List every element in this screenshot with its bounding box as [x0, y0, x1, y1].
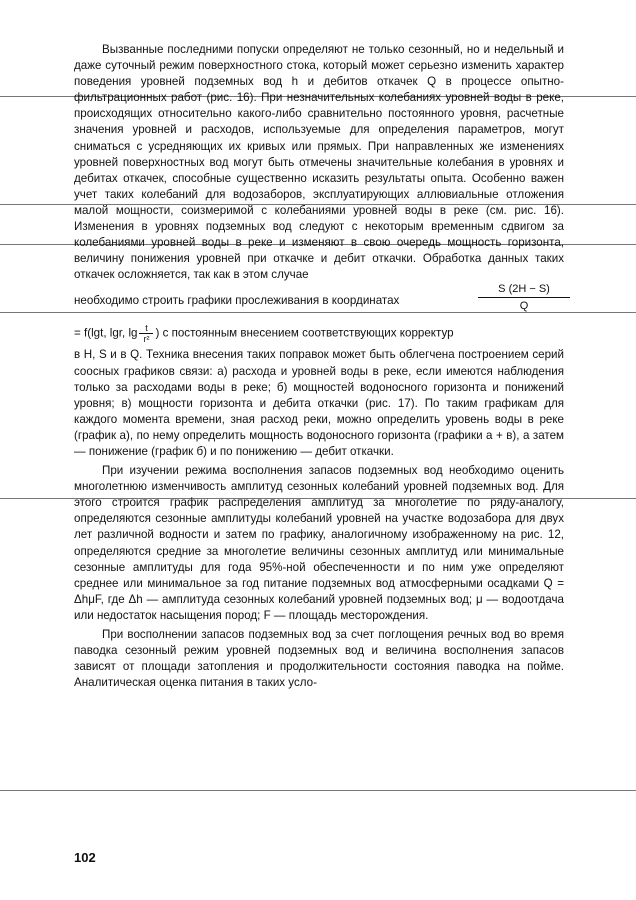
fraction-denominator: Q	[519, 300, 529, 313]
fraction-numerator: S (2H − S)	[498, 283, 550, 296]
page-body	[74, 42, 564, 691]
formula-suffix: ) с постоянным внесением соответствующих корректур	[155, 326, 454, 340]
paragraph-2: в H, S и в Q. Техника внесения таких поправок может быть облегчена построением серий соосных графиков связи: а) расхода и уровней воды в реке, если имеются наблюдения только за расходами воды в реке; б) мощностей водоносного горизонта и понижений уровня; в) мощности горизонта и дебита откачки (рис. 17). По таким графикам для каждого момента времени, зная расход реки, можно определить уровень воды в реке (график а), по нему определить мощность водоносного горизонта (графики а + в), а затем — понижение (график б) и по понижению — дебит откачки.	[74, 348, 564, 458]
formula-line	[74, 315, 564, 347]
paragraph-1: Вызванные последними попуски определяют не только сезонный, но и недельный и даже суточный режим поверхностного стока, который может серьезно изменить характер поведения уровней подземных вод h и дебитов откачек Q в процессе опытно-фильтрационных работ (рис. 16). При незначительных колебаниях уровней воды в реке, происходящих относительно какого-либо сравнительно постоянного уровня, расчетные значения уровней и расходов, используемые для определения параметров, могут сниматься с усредняющих их кривых или прямых. При направленных же изменениях уровней поверхностных вод могут быть отмечены значительные колебания в уровнях и дебитах откачек, способные существенно исказить результаты опыта. Особенно важен учет таких колебаний для водозаборов, эксплуатирующих аллювиальные отложения малой мощности, соизмеримой с колебаниями уровней воды в реке (см. рис. 16). Изменения в уровнях подземных вод следуют с некоторым временным сдвигом за колебаниями уровней воды в реке и изменяют в свою очередь мощность горизонта, величину понижения уровней при откачке и дебит откачки. Обработка данных таких откачек осложняется, так как в этом случае	[74, 43, 564, 282]
formula-t: t	[145, 323, 148, 334]
fraction-bar	[478, 297, 570, 298]
coordinates-fraction	[478, 283, 570, 313]
coordinates-text: необходимо строить графики прослеживания в координатах	[74, 294, 400, 308]
paragraph-4: При восполнении запасов подземных вод за счет поглощения речных вод во время паводка сезонный режим уровней подземных вод и величина восполнения запасов зависят от площади затопления и продолжительности состояния паводка на пойме. Аналитическая оценка питания в таких усло-	[74, 628, 564, 690]
formula-small-fraction	[139, 323, 153, 344]
coordinates-line	[74, 283, 564, 315]
formula-prefix: = f(lgt, lgr, lg	[74, 326, 138, 340]
paragraph-3: При изучении режима восполнения запасов подземных вод необходимо оценить многолетнюю изменчивость амплитуд сезонных колебаний уровней подземных вод. Для этого строится график распределения амплитуд за многолетие по ряду-аналогу, определяются сезонные амплитуды колебаний уровней на участке водозабора для двух лет различной водности и затем по графику, аналогичному изображенному на рис. 12, определяются средние за многолетие величины сезонных амплитуд или минимальные сезонные амплитуды для года 95%-ной обеспеченности и по ним уже определяют среднее или минимальное за год питание подземных вод атмосферными осадками Q = ΔhμF, где Δh — амплитуда сезонных колебаний уровней подземных вод; μ — водоотдача или недостаток насыщения пород; F — площадь месторождения.	[74, 464, 564, 622]
scan-rule	[0, 790, 636, 791]
page-number: 102	[74, 850, 96, 865]
formula-r2: r²	[143, 334, 150, 345]
